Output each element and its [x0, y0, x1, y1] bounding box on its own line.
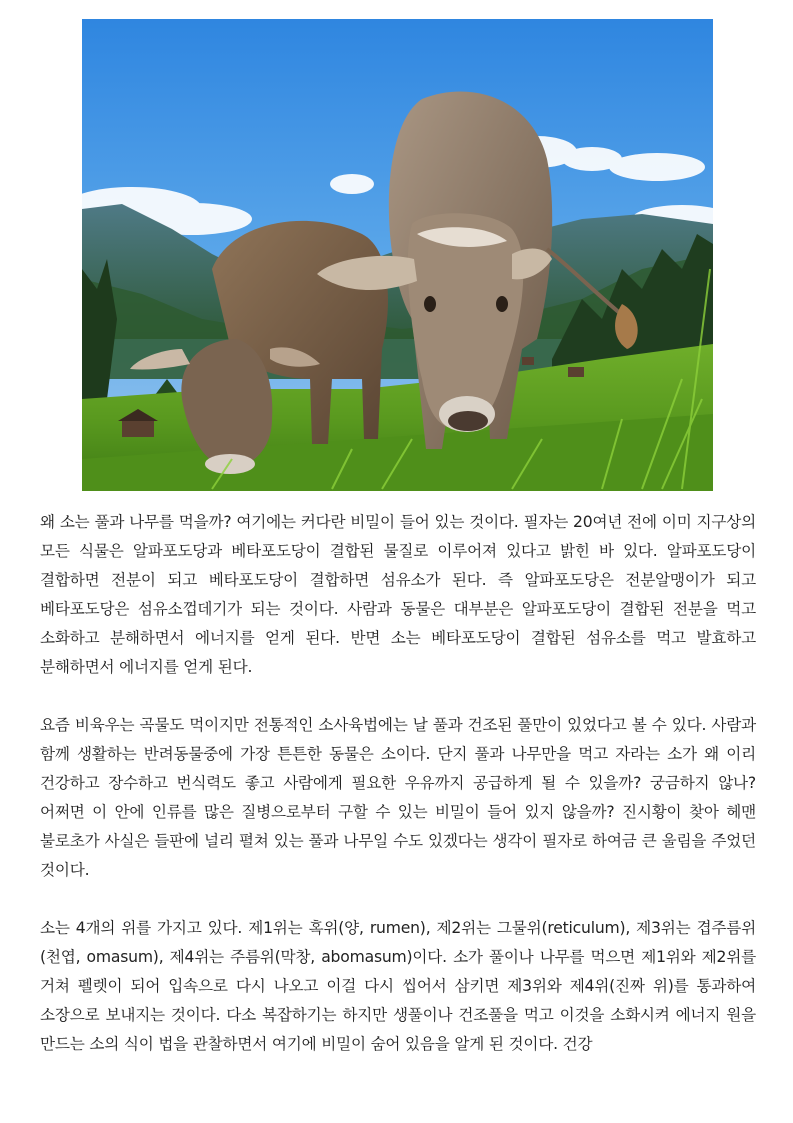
paragraph: 소는 4개의 위를 가지고 있다. 제1위는 혹위(양, rumen), 제2위는 그물위(reticulum), 제3위는 겹주름위(천엽, omasum), 제4위는 주름위(막창, abomasum)이다. 소가 풀이나 나무를 먹으면 제1위와 제2위를 거쳐 펠렛이 되어 입속으로 다시 나오고 이걸 다시 씹어서 삼키면 제3위와 제4위(진짜 위)를 통과하여 소장으로 보내지는 것이다. 다소 복잡하기는 하지만 생풀이나 건조풀을 먹고 이것을 소화시켜 에너지 원을 만드는 소의 식이 법을 관찰하면서 여기에 비밀이 숨어 있음을 알게 된 것이다. 건강	[40, 919, 756, 1053]
paragraph: 요즘 비육우는 곡물도 먹이지만 전통적인 소사육법에는 날 풀과 건조된 풀만이 있었다고 볼 수 있다. 사람과 함께 생활하는 반려동물중에 가장 튼튼한 동물은 소이다. 단지 풀과 나무만을 먹고 자라는 소가 왜 이리 건강하고 장수하고 번식력도 좋고 사람에게 필요한 우유까지 공급하게 될 수 있을까? 궁금하지 않나? 어쩌면 이 안에 인류를 많은 질병으로부터 구할 수 있는 비밀이 들어 있지 않을까? 진시황이 찾아 헤맨 불로초가 사실은 들판에 널리 펼쳐 있는 풀과 나무일 수도 있겠다는 생각이 필자로 하여금 큰 울림을 주었던 것이다.	[40, 716, 756, 879]
article-body	[40, 508, 756, 1088]
cows-grazing-photo	[82, 19, 713, 491]
paragraph: 왜 소는 풀과 나무를 먹을까? 여기에는 커다란 비밀이 들어 있는 것이다. 필자는 20여년 전에 이미 지구상의 모든 식물은 알파포도당과 베타포도당이 결합된 물질로 이루어져 있다고 밝힌 바 있다. 알파포도당이 결합하면 전분이 되고 베타포도당이 결합하면 섬유소가 된다. 즉 알파포도당은 전분알맹이가 되고 베타포도당은 섬유소껍데기가 되는 것이다. 사람과 동물은 대부분은 알파포도당이 결합된 전분을 먹고 소화하고 분해하면서 에너지를 얻게 된다. 반면 소는 베타포도당이 결합된 섬유소를 먹고 발효하고 분해하면서 에너지를 얻게 된다.	[40, 513, 756, 676]
